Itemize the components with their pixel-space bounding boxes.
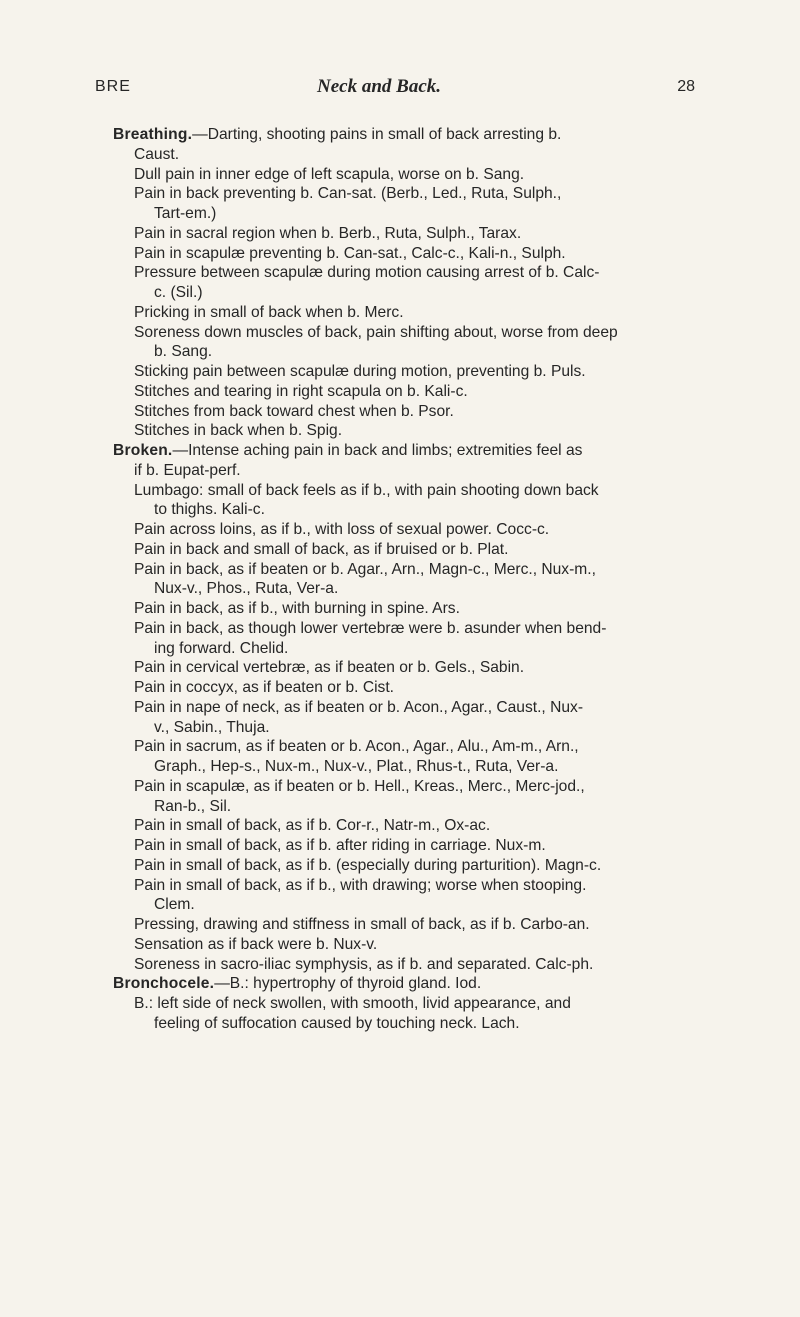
running-head-left: BRE: [95, 78, 131, 95]
heading-term: Broken.: [113, 442, 173, 459]
entry-text: Pain in small of back, as if b. Cor-r., Natr-m., Ox-ac.: [134, 817, 491, 835]
sub-entry: [0, 915, 800, 935]
entry-text: Tart-em.): [154, 205, 217, 222]
continuation-line: [0, 797, 800, 817]
sub-entry: [0, 263, 800, 303]
sub-entry: [0, 402, 800, 422]
repertory-body: [0, 125, 800, 1034]
entry-line: [0, 658, 800, 678]
sub-entry: [0, 816, 800, 836]
entry-line: [0, 184, 800, 204]
entry-line: [0, 836, 800, 856]
entry-line: [0, 263, 800, 283]
heading-term: Bronchocele.: [113, 975, 215, 993]
entry-text: Sensation as if back were b. Nux-v.: [134, 935, 378, 953]
entry-line: [0, 421, 800, 441]
entry-text: Caust.: [134, 145, 180, 163]
entry-text: —Intense aching pain in back and limbs; extremities feel as: [172, 442, 583, 459]
entry-text: —Darting, shooting pains in small of back arresting b.: [192, 126, 562, 143]
sub-entry: [0, 540, 800, 560]
continuation-line: [0, 500, 800, 520]
entry-line: [0, 520, 800, 540]
sub-entry: [0, 619, 800, 659]
continuation-line: [0, 1014, 800, 1034]
sub-entry: [0, 244, 800, 264]
entry-text: Graph., Hep-s., Nux-m., Nux-v., Plat., Rhus-t., Ruta, Ver-a.: [154, 758, 559, 775]
entry-text: v., Sabin., Thuja.: [154, 718, 270, 736]
entry-line: [0, 165, 800, 185]
entry-line: [0, 224, 800, 244]
entry-text: Clem.: [154, 896, 195, 914]
entry-line: [0, 599, 800, 619]
entry-text: Pain in cervical vertebræ, as if beaten or b. Gels., Sabin.: [134, 659, 525, 677]
entry-text: Pain in nape of neck, as if beaten or b. Acon., Agar., Caust., Nux-: [134, 698, 584, 716]
entry-text: Soreness down muscles of back, pain shifting about, worse from deep: [134, 323, 618, 341]
entry-line: [0, 994, 800, 1014]
entry-text: c. (Sil.): [154, 284, 203, 301]
continuation-line: [0, 718, 800, 738]
continuation-line: [0, 342, 800, 362]
sub-entry: [0, 184, 800, 224]
entry-line: [0, 777, 800, 797]
entry-text: Pain in sacrum, as if beaten or b. Acon., Agar., Alu., Am-m., Arn.,: [134, 738, 579, 756]
entry-line: [0, 402, 800, 422]
running-head-title: Neck and Back.: [317, 76, 442, 97]
continuation-line: [0, 145, 800, 165]
sub-entry: [0, 224, 800, 244]
entry-text: Nux-v., Phos., Ruta, Ver-a.: [154, 580, 339, 598]
continuation-line: [0, 283, 800, 303]
entry-text: Pricking in small of back when b. Merc.: [134, 303, 404, 321]
continuation-line: [0, 461, 800, 481]
sub-entry: [0, 362, 800, 382]
entry-text: Pain in small of back, as if b. (especially during parturition). Magn-c.: [134, 856, 602, 874]
entry-line: [0, 540, 800, 560]
sub-entry: [0, 698, 800, 738]
sub-entry: [0, 737, 800, 777]
entry-text: —B.: hypertrophy of thyroid gland. Iod.: [214, 975, 482, 993]
entry-text: Pain in coccyx, as if beaten or b. Cist.: [134, 679, 395, 696]
heading-line: [0, 441, 800, 461]
entry-text: Sticking pain between scapulæ during motion, preventing b. Puls.: [134, 363, 586, 380]
entry-text: feeling of suffocation caused by touching neck. Lach.: [154, 1014, 520, 1032]
sub-entry: [0, 599, 800, 619]
sub-entry: [0, 382, 800, 402]
entry-line: [0, 382, 800, 402]
continuation-line: [0, 757, 800, 777]
entry-text: Pain in small of back, as if b. after riding in carriage. Nux-m.: [134, 837, 546, 854]
entry-text: b. Sang.: [154, 343, 213, 361]
entry-line: [0, 935, 800, 955]
entry-line: [0, 737, 800, 757]
sub-entry: [0, 560, 800, 600]
sub-entry: [0, 520, 800, 540]
sub-entry: [0, 994, 800, 1034]
entry-line: [0, 678, 800, 698]
entry-text: Soreness in sacro-iliac symphysis, as if b. and separated. Calc-ph.: [134, 955, 594, 973]
sub-entry: [0, 303, 800, 323]
entry-text: Pressure between scapulæ during motion causing arrest of b. Calc-: [134, 264, 600, 282]
heading-term: Breathing.: [113, 126, 193, 143]
entry-text: Stitches from back toward chest when b. Psor.: [134, 402, 454, 420]
heading-entry: [0, 441, 800, 481]
sub-entry: [0, 836, 800, 856]
entry-line: [0, 323, 800, 343]
entry-line: [0, 362, 800, 382]
entry-text: Pain in sacral region when b. Berb., Ruta, Sulph., Tarax.: [134, 224, 522, 242]
entry-text: Pain in scapulæ, as if beaten or b. Hell., Kreas., Merc., Merc-jod.,: [134, 777, 585, 795]
entry-line: [0, 619, 800, 639]
entry-line: [0, 915, 800, 935]
heading-entry: [0, 974, 800, 994]
entry-line: [0, 876, 800, 896]
entry-text: Lumbago: small of back feels as if b., with pain shooting down back: [134, 481, 599, 499]
heading-line: [0, 125, 800, 145]
heading-entry: [0, 125, 800, 165]
sub-entry: [0, 935, 800, 955]
entry-text: Ran-b., Sil.: [154, 797, 232, 815]
entry-text: Pain in back, as though lower vertebræ were b. asunder when bend-: [134, 619, 607, 637]
entry-text: Pain in scapulæ preventing b. Can-sat., Calc-c., Kali-n., Sulph.: [134, 244, 566, 262]
entry-text: ing forward. Chelid.: [154, 639, 289, 657]
entry-text: if b. Eupat-perf.: [134, 461, 241, 479]
entry-text: Dull pain in inner edge of left scapula, worse on b. Sang.: [134, 165, 525, 183]
sub-entry: [0, 658, 800, 678]
sub-entry: [0, 876, 800, 916]
entry-text: B.: left side of neck swollen, with smooth, livid appearance, and: [134, 995, 571, 1012]
sub-entry: [0, 856, 800, 876]
entry-text: Pain in small of back, as if b., with drawing; worse when stooping.: [134, 876, 587, 894]
continuation-line: [0, 204, 800, 224]
entry-line: [0, 303, 800, 323]
sub-entry: [0, 323, 800, 363]
sub-entry: [0, 678, 800, 698]
entry-line: [0, 816, 800, 836]
page-number: 28: [677, 78, 695, 95]
entry-text: Pain in back and small of back, as if bruised or b. Plat.: [134, 540, 509, 558]
entry-text: Pain in back, as if beaten or b. Agar., Arn., Magn-c., Merc., Nux-m.,: [134, 560, 596, 578]
entry-line: [0, 955, 800, 975]
sub-entry: [0, 481, 800, 521]
entry-text: Stitches and tearing in right scapula on b. Kali-c.: [134, 382, 468, 400]
entry-text: to thighs. Kali-c.: [154, 501, 265, 519]
entry-text: Pressing, drawing and stiffness in small of back, as if b. Carbo-an.: [134, 916, 590, 933]
heading-line: [0, 974, 800, 994]
sub-entry: [0, 955, 800, 975]
running-head: [95, 75, 695, 99]
sub-entry: [0, 777, 800, 817]
sub-entry: [0, 165, 800, 185]
entry-text: Pain in back preventing b. Can-sat. (Berb., Led., Ruta, Sulph.,: [134, 185, 562, 203]
continuation-line: [0, 895, 800, 915]
entry-text: Pain in back, as if b., with burning in spine. Ars.: [134, 600, 460, 617]
sub-entry: [0, 421, 800, 441]
entry-line: [0, 856, 800, 876]
entry-line: [0, 244, 800, 264]
entry-text: Pain across loins, as if b., with loss of sexual power. Cocc-c.: [134, 521, 550, 538]
entry-text: Stitches in back when b. Spig.: [134, 422, 343, 440]
entry-line: [0, 481, 800, 501]
continuation-line: [0, 639, 800, 659]
entry-line: [0, 698, 800, 718]
continuation-line: [0, 579, 800, 599]
entry-line: [0, 560, 800, 580]
